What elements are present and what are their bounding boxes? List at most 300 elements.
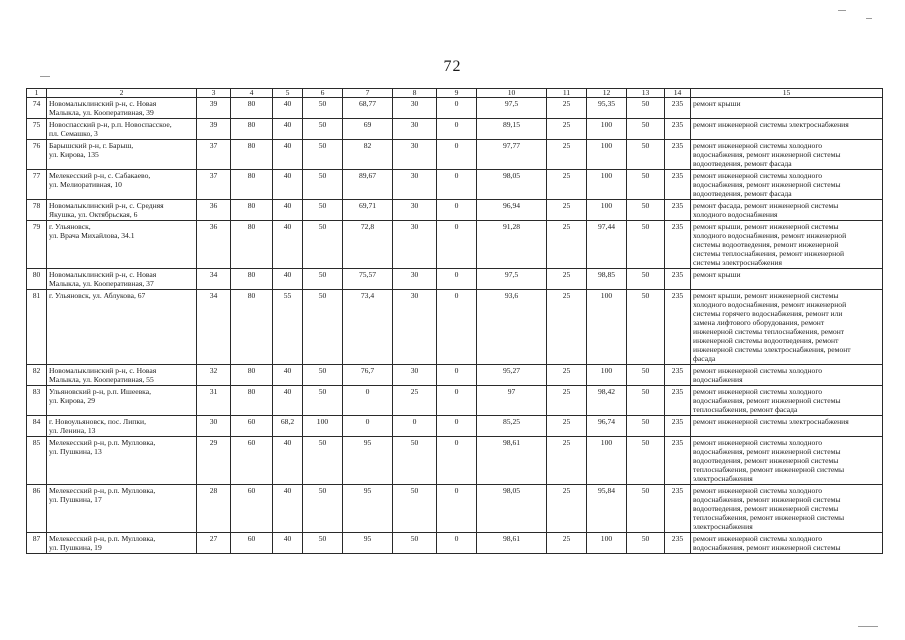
value-cell-c10: 98,05	[477, 170, 547, 200]
address-line: Мелекесский р-н, р.п. Мулловка,	[49, 534, 156, 543]
work-line: водоотведения, ремонт фасада	[693, 189, 792, 198]
header-row	[27, 89, 883, 98]
value-cell-c14: 235	[665, 485, 691, 533]
value-cell-c6: 50	[303, 269, 343, 290]
value-cell-c11: 25	[547, 290, 587, 365]
column-header-1: 1	[27, 89, 47, 98]
value-cell-c7: 95	[343, 533, 393, 554]
value-cell-c10: 97,5	[477, 98, 547, 119]
value-cell-c8: 30	[393, 140, 437, 170]
value-cell-c5: 40	[273, 221, 303, 269]
value-cell-c13: 50	[627, 416, 665, 437]
value-cell-c5: 40	[273, 140, 303, 170]
value-cell-c7: 75,57	[343, 269, 393, 290]
work-line: ремонт инженерной системы холодного	[693, 387, 823, 396]
value-cell-c10: 91,28	[477, 221, 547, 269]
work-line: холодного водоснабжения, ремонт инженерной	[693, 300, 847, 309]
value-cell-c5: 40	[273, 119, 303, 140]
value-cell-c14: 235	[665, 98, 691, 119]
value-cell-c9: 0	[437, 485, 477, 533]
value-cell-c10: 85,25	[477, 416, 547, 437]
address-line: ул. Ленина, 13	[49, 426, 96, 435]
value-cell-c10: 98,61	[477, 533, 547, 554]
scan-speck	[838, 10, 846, 11]
value-cell-c6: 50	[303, 98, 343, 119]
work-line: водоснабжения, ремонт инженерной системы	[693, 543, 841, 552]
value-cell-c9: 0	[437, 365, 477, 386]
column-header-6: 6	[303, 89, 343, 98]
work-line: водоснабжения, ремонт инженерной системы	[693, 180, 841, 189]
work-line: системы горячего водоснабжения, ремонт или	[693, 309, 843, 318]
value-cell-c12: 100	[587, 290, 627, 365]
work-line: водоотведения, ремонт инженерной системы	[693, 456, 839, 465]
value-cell-c6: 50	[303, 533, 343, 554]
column-header-10: 10	[477, 89, 547, 98]
value-cell-c5: 68,2	[273, 416, 303, 437]
value-cell-c5: 40	[273, 200, 303, 221]
value-cell-c8: 30	[393, 290, 437, 365]
value-cell-c4: 60	[231, 533, 273, 554]
row-number: 87	[27, 533, 47, 554]
address-line: Мелекесский р-н, с. Сабакаево,	[49, 171, 151, 180]
value-cell-c11: 25	[547, 98, 587, 119]
table-body	[27, 98, 883, 554]
value-cell-c12: 100	[587, 200, 627, 221]
work-line: водоснабжения	[693, 375, 743, 384]
value-cell-c11: 25	[547, 269, 587, 290]
address-line: Новоспасский р-н, р.п. Новоспасское,	[49, 120, 172, 129]
row-number: 81	[27, 290, 47, 365]
address-cell	[47, 533, 197, 554]
value-cell-c7: 69	[343, 119, 393, 140]
address-cell	[47, 200, 197, 221]
work-line: системы водоотведения, ремонт инженерной	[693, 240, 839, 249]
value-cell-c14: 235	[665, 140, 691, 170]
value-cell-c8: 30	[393, 170, 437, 200]
value-cell-c11: 25	[547, 200, 587, 221]
table-row	[27, 170, 883, 200]
value-cell-c5: 40	[273, 437, 303, 485]
value-cell-c14: 235	[665, 290, 691, 365]
table-row	[27, 416, 883, 437]
value-cell-c4: 80	[231, 119, 273, 140]
work-line: водоснабжения, ремонт инженерной системы	[693, 396, 841, 405]
value-cell-c3: 37	[197, 170, 231, 200]
value-cell-c13: 50	[627, 437, 665, 485]
value-cell-c6: 50	[303, 365, 343, 386]
address-cell	[47, 365, 197, 386]
row-number: 76	[27, 140, 47, 170]
address-line: Новомалыклинский р-н, с. Средняя	[49, 201, 164, 210]
value-cell-c13: 50	[627, 200, 665, 221]
value-cell-c13: 50	[627, 269, 665, 290]
address-cell	[47, 170, 197, 200]
value-cell-c9: 0	[437, 200, 477, 221]
address-line: г. Ульяновск,	[49, 222, 91, 231]
address-line: Якушка, ул. Октябрьская, 6	[49, 210, 138, 219]
value-cell-c8: 25	[393, 386, 437, 416]
value-cell-c13: 50	[627, 140, 665, 170]
work-line: ремонт крыши, ремонт инженерной системы	[693, 291, 839, 300]
address-line: Мелекесский р-н, р.п. Мулловка,	[49, 486, 156, 495]
value-cell-c4: 80	[231, 365, 273, 386]
address-line: Барышский р-н, г. Барыш,	[49, 141, 134, 150]
work-line: теплоснабжения, ремонт инженерной системы	[693, 465, 845, 474]
work-line: ремонт инженерной системы холодного	[693, 141, 823, 150]
work-line: ремонт инженерной системы холодного	[693, 438, 823, 447]
work-line: системы теплоснабжения, ремонт инженерной	[693, 249, 845, 258]
address-line: ул. Кирова, 135	[49, 150, 99, 159]
value-cell-c3: 30	[197, 416, 231, 437]
value-cell-c3: 28	[197, 485, 231, 533]
column-header-11: 11	[547, 89, 587, 98]
value-cell-c3: 36	[197, 221, 231, 269]
value-cell-c9: 0	[437, 119, 477, 140]
value-cell-c9: 0	[437, 140, 477, 170]
column-header-7: 7	[343, 89, 393, 98]
value-cell-c9: 0	[437, 269, 477, 290]
value-cell-c10: 97	[477, 386, 547, 416]
value-cell-c11: 25	[547, 386, 587, 416]
value-cell-c9: 0	[437, 533, 477, 554]
value-cell-c9: 0	[437, 416, 477, 437]
value-cell-c11: 25	[547, 437, 587, 485]
value-cell-c12: 100	[587, 140, 627, 170]
value-cell-c12: 100	[587, 437, 627, 485]
table-row	[27, 365, 883, 386]
work-description-cell	[691, 140, 883, 170]
value-cell-c9: 0	[437, 221, 477, 269]
work-line: ремонт крыши, ремонт инженерной системы	[693, 222, 839, 231]
work-line: водоснабжения, ремонт инженерной системы	[693, 150, 841, 159]
value-cell-c6: 50	[303, 221, 343, 269]
value-cell-c3: 39	[197, 98, 231, 119]
work-line: холодного водоснабжения	[693, 210, 778, 219]
value-cell-c14: 235	[665, 533, 691, 554]
value-cell-c7: 68,77	[343, 98, 393, 119]
work-line: инженерной системы электроснабжения, ремонт	[693, 345, 851, 354]
address-cell	[47, 269, 197, 290]
column-header-12: 12	[587, 89, 627, 98]
value-cell-c5: 40	[273, 386, 303, 416]
value-cell-c7: 69,71	[343, 200, 393, 221]
value-cell-c3: 27	[197, 533, 231, 554]
value-cell-c6: 50	[303, 437, 343, 485]
value-cell-c7: 73,4	[343, 290, 393, 365]
value-cell-c11: 25	[547, 140, 587, 170]
value-cell-c4: 80	[231, 200, 273, 221]
table-row	[27, 140, 883, 170]
row-number: 85	[27, 437, 47, 485]
value-cell-c13: 50	[627, 485, 665, 533]
address-cell	[47, 98, 197, 119]
value-cell-c10: 96,94	[477, 200, 547, 221]
work-description-cell	[691, 98, 883, 119]
value-cell-c12: 100	[587, 170, 627, 200]
work-line: ремонт инженерной системы электроснабжения	[693, 417, 849, 426]
value-cell-c7: 95	[343, 437, 393, 485]
value-cell-c8: 50	[393, 533, 437, 554]
value-cell-c13: 50	[627, 386, 665, 416]
value-cell-c6: 50	[303, 485, 343, 533]
address-line: ул. Врача Михайлова, 34.1	[49, 231, 135, 240]
work-line: электроснабжения	[693, 474, 753, 483]
table-row	[27, 269, 883, 290]
work-line: электроснабжения	[693, 522, 753, 531]
value-cell-c9: 0	[437, 290, 477, 365]
address-line: Ульяновский р-н, р.п. Ишеевка,	[49, 387, 151, 396]
value-cell-c8: 30	[393, 365, 437, 386]
address-cell	[47, 386, 197, 416]
value-cell-c10: 95,27	[477, 365, 547, 386]
value-cell-c8: 50	[393, 437, 437, 485]
value-cell-c11: 25	[547, 170, 587, 200]
work-line: ремонт крыши	[693, 270, 741, 279]
row-number: 86	[27, 485, 47, 533]
value-cell-c5: 40	[273, 170, 303, 200]
value-cell-c8: 0	[393, 416, 437, 437]
address-line: ул. Мелиоративная, 10	[49, 180, 122, 189]
value-cell-c5: 40	[273, 485, 303, 533]
address-line: Новомалыклинский р-н, с. Новая	[49, 366, 157, 375]
table-row	[27, 290, 883, 365]
value-cell-c12: 95,35	[587, 98, 627, 119]
work-description-cell	[691, 485, 883, 533]
table-row	[27, 98, 883, 119]
row-number: 79	[27, 221, 47, 269]
value-cell-c7: 82	[343, 140, 393, 170]
value-cell-c7: 72,8	[343, 221, 393, 269]
value-cell-c10: 98,61	[477, 437, 547, 485]
value-cell-c8: 30	[393, 98, 437, 119]
value-cell-c4: 80	[231, 269, 273, 290]
work-line: ремонт инженерной системы холодного	[693, 486, 823, 495]
value-cell-c14: 235	[665, 365, 691, 386]
work-line: водоотведения, ремонт инженерной системы	[693, 504, 839, 513]
value-cell-c14: 235	[665, 200, 691, 221]
value-cell-c5: 40	[273, 533, 303, 554]
value-cell-c12: 95,84	[587, 485, 627, 533]
value-cell-c4: 60	[231, 437, 273, 485]
value-cell-c6: 50	[303, 170, 343, 200]
row-number: 80	[27, 269, 47, 290]
table-row	[27, 437, 883, 485]
row-number: 78	[27, 200, 47, 221]
value-cell-c13: 50	[627, 170, 665, 200]
work-line: водоснабжения, ремонт инженерной системы	[693, 495, 841, 504]
work-description-cell	[691, 119, 883, 140]
value-cell-c6: 50	[303, 200, 343, 221]
work-description-cell	[691, 269, 883, 290]
value-cell-c8: 30	[393, 119, 437, 140]
value-cell-c14: 235	[665, 119, 691, 140]
value-cell-c6: 50	[303, 140, 343, 170]
value-cell-c10: 98,05	[477, 485, 547, 533]
address-line: Малыкла, ул. Кооперативная, 55	[49, 375, 154, 384]
value-cell-c7: 0	[343, 386, 393, 416]
work-line: ремонт крыши	[693, 99, 741, 108]
work-description-cell	[691, 200, 883, 221]
column-header-8: 8	[393, 89, 437, 98]
address-line: ул. Пушкина, 19	[49, 543, 102, 552]
value-cell-c12: 100	[587, 365, 627, 386]
address-line: Новомалыклинский р-н, с. Новая	[49, 270, 157, 279]
value-cell-c3: 34	[197, 290, 231, 365]
table-row	[27, 221, 883, 269]
value-cell-c4: 80	[231, 386, 273, 416]
value-cell-c5: 40	[273, 98, 303, 119]
value-cell-c8: 50	[393, 485, 437, 533]
value-cell-c14: 235	[665, 221, 691, 269]
value-cell-c4: 80	[231, 98, 273, 119]
value-cell-c6: 50	[303, 119, 343, 140]
scan-speck	[858, 626, 878, 627]
value-cell-c11: 25	[547, 221, 587, 269]
column-header-13: 13	[627, 89, 665, 98]
address-line: пл. Семашко, 3	[49, 129, 98, 138]
value-cell-c6: 50	[303, 290, 343, 365]
page-number: 72	[443, 58, 462, 75]
value-cell-c4: 60	[231, 416, 273, 437]
address-line: Малыкла, ул. Кооперативная, 37	[49, 279, 154, 288]
work-line: замена лифтового оборудования, ремонт	[693, 318, 825, 327]
table-row	[27, 119, 883, 140]
value-cell-c14: 235	[665, 269, 691, 290]
value-cell-c3: 31	[197, 386, 231, 416]
value-cell-c14: 235	[665, 170, 691, 200]
value-cell-c11: 25	[547, 485, 587, 533]
address-line: г. Ульяновск, ул. Аблукова, 67	[49, 291, 146, 300]
work-description-cell	[691, 221, 883, 269]
value-cell-c12: 98,85	[587, 269, 627, 290]
table-row	[27, 485, 883, 533]
register-table	[26, 88, 883, 554]
work-line: инженерной системы водоотведения, ремонт	[693, 336, 839, 345]
value-cell-c12: 98,42	[587, 386, 627, 416]
value-cell-c3: 37	[197, 140, 231, 170]
value-cell-c3: 34	[197, 269, 231, 290]
value-cell-c5: 40	[273, 269, 303, 290]
work-description-cell	[691, 365, 883, 386]
value-cell-c7: 95	[343, 485, 393, 533]
value-cell-c8: 30	[393, 200, 437, 221]
work-description-cell	[691, 290, 883, 365]
work-line: теплоснабжения, ремонт фасада	[693, 405, 798, 414]
address-cell	[47, 221, 197, 269]
work-line: системы электроснабжения	[693, 258, 782, 267]
work-line: холодного водоснабжения, ремонт инженерной	[693, 231, 847, 240]
work-description-cell	[691, 533, 883, 554]
table-row	[27, 533, 883, 554]
value-cell-c13: 50	[627, 290, 665, 365]
value-cell-c10: 97,5	[477, 269, 547, 290]
value-cell-c11: 25	[547, 365, 587, 386]
value-cell-c6: 50	[303, 386, 343, 416]
column-header-5: 5	[273, 89, 303, 98]
address-cell	[47, 119, 197, 140]
value-cell-c9: 0	[437, 386, 477, 416]
row-number: 83	[27, 386, 47, 416]
address-line: Новомалыклинский р-н, с. Новая	[49, 99, 157, 108]
row-number: 77	[27, 170, 47, 200]
work-line: ремонт инженерной системы электроснабжения	[693, 120, 849, 129]
row-number: 75	[27, 119, 47, 140]
value-cell-c9: 0	[437, 437, 477, 485]
table-row	[27, 200, 883, 221]
value-cell-c14: 235	[665, 386, 691, 416]
value-cell-c14: 235	[665, 416, 691, 437]
address-cell	[47, 416, 197, 437]
value-cell-c10: 93,6	[477, 290, 547, 365]
work-line: ремонт инженерной системы холодного	[693, 534, 823, 543]
value-cell-c12: 96,74	[587, 416, 627, 437]
value-cell-c4: 80	[231, 290, 273, 365]
value-cell-c13: 50	[627, 119, 665, 140]
address-cell	[47, 485, 197, 533]
work-description-cell	[691, 386, 883, 416]
column-header-15: 15	[691, 89, 883, 98]
value-cell-c7: 76,7	[343, 365, 393, 386]
value-cell-c3: 29	[197, 437, 231, 485]
value-cell-c5: 55	[273, 290, 303, 365]
value-cell-c13: 50	[627, 221, 665, 269]
value-cell-c12: 100	[587, 533, 627, 554]
value-cell-c3: 32	[197, 365, 231, 386]
work-line: водоотведения, ремонт фасада	[693, 159, 792, 168]
address-line: Малыкла, ул. Кооперативная, 39	[49, 108, 154, 117]
work-line: водоснабжения, ремонт инженерной системы	[693, 447, 841, 456]
work-description-cell	[691, 170, 883, 200]
value-cell-c5: 40	[273, 365, 303, 386]
value-cell-c11: 25	[547, 533, 587, 554]
value-cell-c3: 39	[197, 119, 231, 140]
value-cell-c8: 30	[393, 269, 437, 290]
column-header-9: 9	[437, 89, 477, 98]
work-line: инженерной системы теплоснабжения, ремонт	[693, 327, 845, 336]
address-line: г. Новоульяновск, пос. Липки,	[49, 417, 146, 426]
value-cell-c9: 0	[437, 98, 477, 119]
row-number: 84	[27, 416, 47, 437]
value-cell-c6: 100	[303, 416, 343, 437]
value-cell-c8: 30	[393, 221, 437, 269]
value-cell-c13: 50	[627, 533, 665, 554]
address-cell	[47, 290, 197, 365]
value-cell-c7: 0	[343, 416, 393, 437]
value-cell-c12: 97,44	[587, 221, 627, 269]
row-number: 82	[27, 365, 47, 386]
value-cell-c11: 25	[547, 119, 587, 140]
column-header-3: 3	[197, 89, 231, 98]
work-description-cell	[691, 437, 883, 485]
address-line: ул. Кирова, 29	[49, 396, 96, 405]
address-line: ул. Пушкина, 17	[49, 495, 102, 504]
address-line: Мелекесский р-н, р.п. Мулловка,	[49, 438, 156, 447]
value-cell-c10: 97,77	[477, 140, 547, 170]
scan-speck	[40, 76, 50, 77]
value-cell-c12: 100	[587, 119, 627, 140]
value-cell-c11: 25	[547, 416, 587, 437]
column-header-4: 4	[231, 89, 273, 98]
value-cell-c10: 89,15	[477, 119, 547, 140]
column-header-14: 14	[665, 89, 691, 98]
work-line: ремонт фасада, ремонт инженерной системы	[693, 201, 839, 210]
row-number: 74	[27, 98, 47, 119]
value-cell-c3: 36	[197, 200, 231, 221]
value-cell-c7: 89,67	[343, 170, 393, 200]
scan-speck	[866, 18, 872, 19]
value-cell-c4: 60	[231, 485, 273, 533]
work-line: теплоснабжения, ремонт инженерной системы	[693, 513, 845, 522]
